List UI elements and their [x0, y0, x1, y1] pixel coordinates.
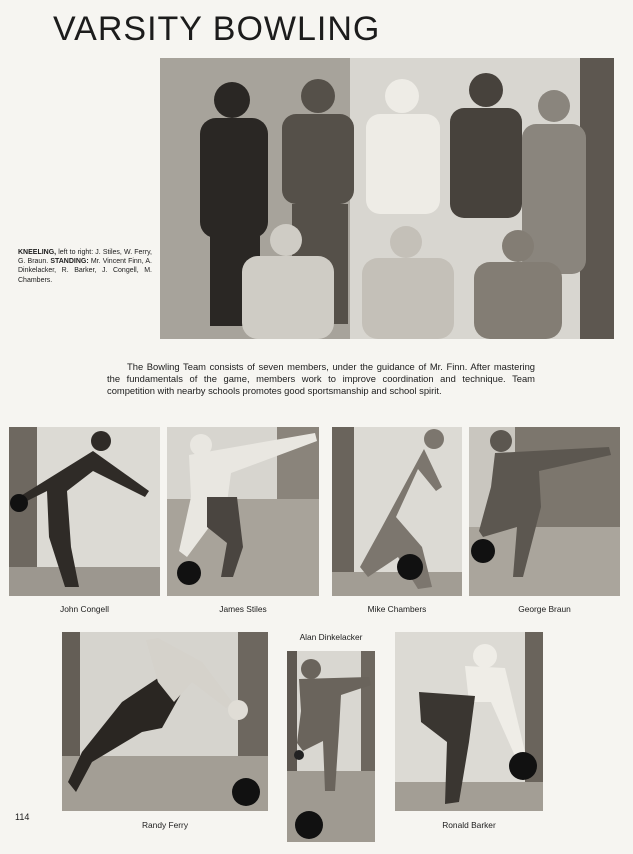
caption-standing-text: Mr. Vincent Finn, A. Dinkelacker, R. Barker, J. Congell, M. Chambers.	[18, 258, 153, 284]
photo-george-braun	[469, 427, 620, 596]
team-photo	[160, 58, 614, 339]
photo-alan-dinkelacker	[287, 651, 375, 842]
caption-standing-label: STANDING:	[50, 258, 89, 266]
team-photo-caption	[18, 248, 152, 285]
photo-ronald-barker	[395, 632, 543, 811]
caption-kneeling-label: KNEELING,	[18, 249, 57, 256]
name-mike-chambers: Mike Chambers	[367, 604, 427, 614]
name-james-stiles: James Stiles	[219, 604, 267, 614]
name-john-congell: John Congell	[60, 604, 109, 614]
name-george-braun: George Braun	[518, 604, 571, 614]
photo-mike-chambers	[332, 427, 462, 596]
name-ronald-barker: Ronald Barker	[442, 820, 496, 830]
name-randy-ferry: Randy Ferry	[141, 820, 189, 830]
photo-randy-ferry	[62, 632, 268, 811]
page-title: VARSITY BOWLING	[53, 10, 381, 48]
body-paragraph: The Bowling Team consists of seven members, under the guidance of Mr. Finn. After mastering the fundamentals of the game, members work to improve coordination and technique. Team competition with nearby schools promotes good sportsmanship and school spirit.	[107, 361, 535, 396]
photo-john-congell	[9, 427, 160, 596]
name-alan-dinkelacker: Alan Dinkelacker	[299, 632, 363, 642]
photo-james-stiles	[167, 427, 319, 596]
page-number: 114	[15, 812, 30, 822]
caption-kneeling-text: left to right: J. Stiles, W. Ferry, G. Braun.	[18, 249, 152, 266]
